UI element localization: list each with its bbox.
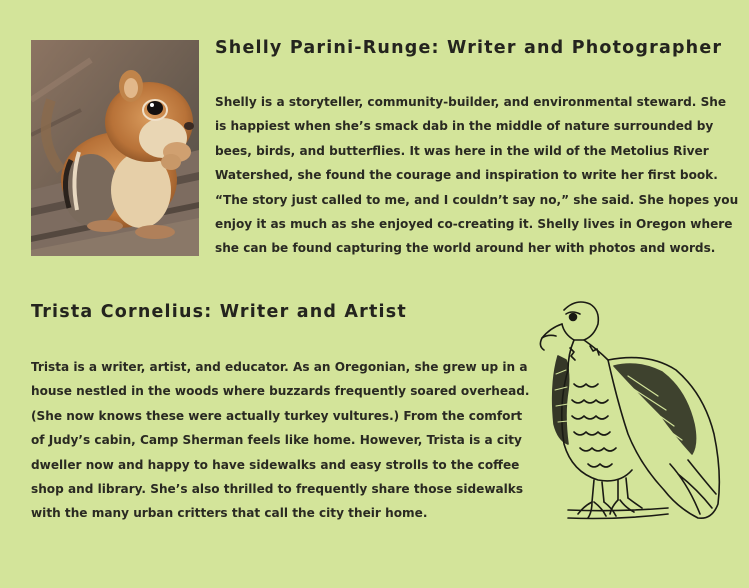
shelly-bio-line: Shelly is a storyteller, community-builder, and environmental steward. She (215, 95, 727, 109)
shelly-title: Shelly Parini-Runge: Writer and Photographer (215, 38, 723, 58)
shelly-bio-line: “The story just called to me, and I couldn’t say no,” she said. She hopes you (215, 192, 739, 207)
trista-bio-line: (She now knows these were actually turkey vultures.) From the comfort (31, 408, 523, 423)
trista-bio-line: shop and library. She’s also thrilled to frequently share those sidewalks (31, 482, 524, 497)
trista-bio-line: house nestled in the woods where buzzards frequently soared overhead. (31, 384, 530, 399)
shelly-bio (215, 90, 738, 261)
shelly-bio-line: Watershed, she found the courage and inspiration to write her first book. (215, 168, 718, 183)
shelly-bio-line: is happiest when she’s smack dab in the middle of nature surrounded by (215, 119, 714, 134)
trista-bio (31, 355, 529, 526)
turkey-vulture-drawing (528, 294, 726, 528)
trista-bio-line: Trista is a writer, artist, and educator. As an Oregonian, she grew up in a (31, 360, 528, 374)
trista-bio-line: of Judy’s cabin, Camp Sherman feels like home. However, Trista is a city (31, 433, 522, 448)
trista-bio-line: dweller now and happy to have sidewalks and easy strolls to the coffee (31, 457, 520, 472)
trista-bio-line: with the many urban critters that call the city their home. (31, 506, 428, 521)
shelly-bio-line: enjoy it as much as she enjoyed co-creating it. Shelly lives in Oregon where (215, 217, 733, 232)
chipmunk-photo (31, 40, 199, 256)
shelly-bio-line: bees, birds, and butterflies. It was here in the wild of the Metolius River (215, 143, 709, 158)
trista-title: Trista Cornelius: Writer and Artist (31, 302, 407, 322)
shelly-bio-line: she can be found capturing the world around her with photos and words. (215, 241, 716, 256)
